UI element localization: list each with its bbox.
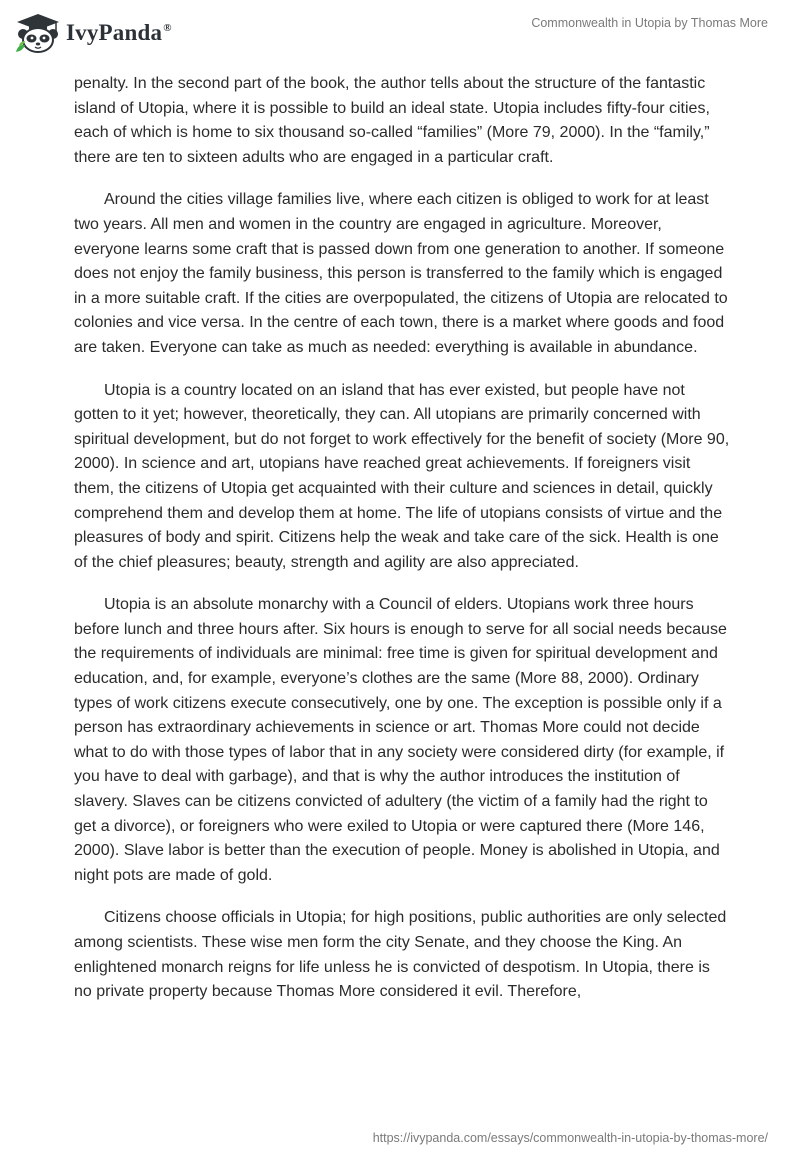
panda-graduate-icon: [14, 12, 62, 54]
paragraph: penalty. In the second part of the book, the author tells about the structure of the fantastic island of Utopia, where it is possible to build an ideal state. Utopia includes fifty-four cities, each of which is home to six thousand so-called “families” (More 79, 2000). In the “family,” there are ten to sixteen adults who are engaged in a particular craft.: [74, 75, 710, 166]
paragraph: Utopia is an absolute monarchy with a Council of elders. Utopians work three hours before lunch and three hours after. Six hours is enough to serve for all social needs because the requirements of individuals are minimal: free time is given for spiritual development and education, and, for example, everyone’s clothes are the same (More 88, 2000). Ordinary types of work citizens execute consecutively, one by one. The exception is possible only if a person has extraordinary achievements in science or art. Thomas More could not decide what to do with those types of labor that in any society were considered dirty (for example, if you have to deal with garbage), and that is why the author introduces the institution of slavery. Slaves can be citizens convicted of adultery (the victim of a family had the right to get a divorce), or foreigners who were exiled to Utopia or were captured there (More 146, 2000). Slave labor is better than the execution of people. Money is abolished in Utopia, and night pots are made of gold.: [74, 596, 727, 884]
page-header: [0, 0, 800, 70]
essay-body: [74, 72, 730, 1023]
document-title: Commonwealth in Utopia by Thomas More: [531, 16, 768, 30]
paragraph: Citizens choose officials in Utopia; for high positions, public authorities are only selected among scientists. These wise men form the city Senate, and they choose the King. An enlightened monarch reigns for life unless he is convicted of despotism. In Utopia, there is no private property because Thomas More considered it evil. Therefore,: [74, 909, 727, 1001]
paragraph: Around the cities village families live, where each citizen is obliged to work for at least two years. All men and women in the country are engaged in agriculture. Moreover, everyone learns some craft that is passed down from one generation to another. If someone does not enjoy the family business, this person is transferred to the family which is engaged in a more suitable craft. If the cities are overpopulated, the citizens of Utopia are relocated to colonies and vice versa. In the centre of each town, there is a market where goods and food are taken. Everyone can take as much as needed: everything is available in abundance.: [74, 191, 728, 356]
brand-logo[interactable]: [14, 12, 172, 54]
paragraph: Utopia is a country located on an island that has ever existed, but people have not gotten to it yet; however, theoretically, they can. All utopians are primarily concerned with spiritual development, but do not forget to work effectively for the benefit of society (More 90, 2000). In science and art, utopians have reached great achievements. If foreigners visit them, the citizens of Utopia get acquainted with their culture and sciences in detail, quickly comprehend them and develop them at home. The life of utopians consists of virtue and the pleasures of body and spirit. Citizens help the weak and take care of the sick. Health is one of the chief pleasures; beauty, strength and agility are also appreciated.: [74, 381, 730, 571]
brand-name: IvyPanda®: [66, 20, 172, 45]
source-url[interactable]: https://ivypanda.com/essays/commonwealth-in-utopia-by-thomas-more/: [372, 1131, 768, 1145]
